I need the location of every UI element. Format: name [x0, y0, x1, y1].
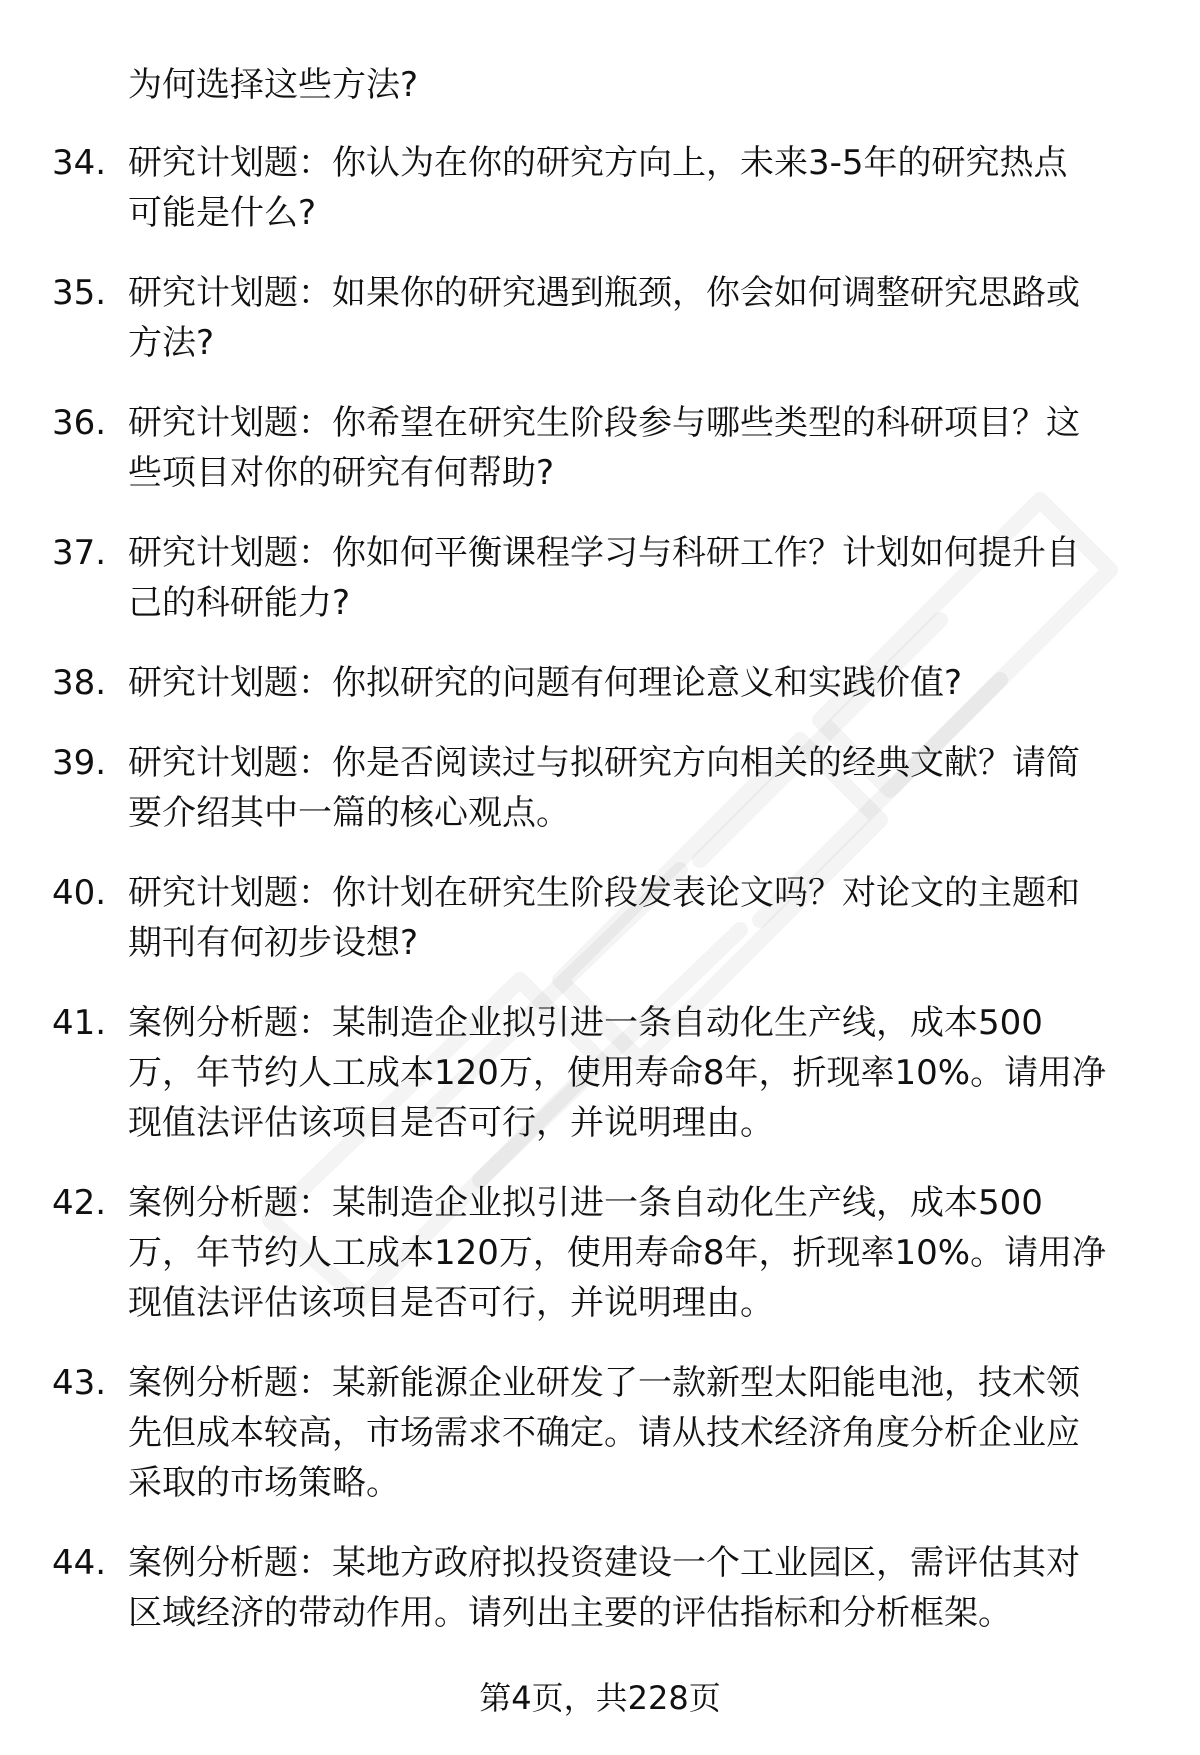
question-number: 40. — [52, 873, 107, 913]
question-number: 41. — [52, 1003, 107, 1043]
question-number: 36. — [52, 403, 107, 443]
question-text-line: 研究计划题：你如何平衡课程学习与科研工作？计划如何提升自 — [128, 533, 1080, 573]
question-text-line: 期刊有何初步设想? — [128, 923, 419, 963]
question-item — [0, 268, 1200, 368]
question-text-line: 研究计划题：你认为在你的研究方向上，未来3-5年的研究热点 — [128, 143, 1068, 183]
question-text-line: 采取的市场策略。 — [128, 1463, 400, 1503]
question-text-line: 现值法评估该项目是否可行，并说明理由。 — [128, 1103, 774, 1143]
question-number: 43. — [52, 1363, 107, 1403]
question-text-line: 研究计划题：你是否阅读过与拟研究方向相关的经典文献？请简 — [128, 743, 1080, 783]
question-item — [0, 658, 1200, 708]
question-number: 38. — [52, 663, 107, 703]
question-list — [0, 138, 1200, 1668]
question-item — [0, 528, 1200, 628]
question-number: 37. — [52, 533, 107, 573]
question-text-line: 案例分析题：某制造企业拟引进一条自动化生产线，成本500 — [128, 1183, 1043, 1223]
question-item — [0, 998, 1200, 1148]
question-text-line: 可能是什么? — [128, 193, 317, 233]
question-item — [0, 398, 1200, 498]
question-text-line: 研究计划题：如果你的研究遇到瓶颈，你会如何调整研究思路或 — [128, 273, 1080, 313]
continued-question-line: 为何选择这些方法? — [128, 65, 419, 105]
question-item — [0, 138, 1200, 238]
question-item — [0, 868, 1200, 968]
question-number: 35. — [52, 273, 107, 313]
question-text-line: 研究计划题：你计划在研究生阶段发表论文吗？对论文的主题和 — [128, 873, 1080, 913]
question-text-line: 先但成本较高，市场需求不确定。请从技术经济角度分析企业应 — [128, 1413, 1080, 1453]
question-text-line: 要介绍其中一篇的核心观点。 — [128, 793, 570, 833]
question-text-line: 区域经济的带动作用。请列出主要的评估指标和分析框架。 — [128, 1593, 1012, 1633]
question-text-line: 研究计划题：你拟研究的问题有何理论意义和实践价值? — [128, 663, 963, 703]
question-number: 34. — [52, 143, 107, 183]
question-text-line: 研究计划题：你希望在研究生阶段参与哪些类型的科研项目？这 — [128, 403, 1080, 443]
question-item — [0, 738, 1200, 838]
question-text-line: 案例分析题：某制造企业拟引进一条自动化生产线，成本500 — [128, 1003, 1043, 1043]
question-item — [0, 1538, 1200, 1638]
question-text-line: 案例分析题：某地方政府拟投资建设一个工业园区，需评估其对 — [128, 1543, 1080, 1583]
question-number: 39. — [52, 743, 107, 783]
question-text-line: 现值法评估该项目是否可行，并说明理由。 — [128, 1283, 774, 1323]
question-item — [0, 1358, 1200, 1508]
question-text-line: 方法? — [128, 323, 215, 363]
question-text-line: 些项目对你的研究有何帮助? — [128, 453, 555, 493]
question-number: 44. — [52, 1543, 107, 1583]
question-number: 42. — [52, 1183, 107, 1223]
page-footer: 第4页，共228页 — [479, 1679, 721, 1717]
question-text-line: 案例分析题：某新能源企业研发了一款新型太阳能电池，技术领 — [128, 1363, 1080, 1403]
question-text-line: 万，年节约人工成本120万，使用寿命8年，折现率10%。请用净 — [128, 1053, 1107, 1093]
question-item — [0, 1178, 1200, 1328]
question-text-line: 万，年节约人工成本120万，使用寿命8年，折现率10%。请用净 — [128, 1233, 1107, 1273]
question-text-line: 己的科研能力? — [128, 583, 351, 623]
